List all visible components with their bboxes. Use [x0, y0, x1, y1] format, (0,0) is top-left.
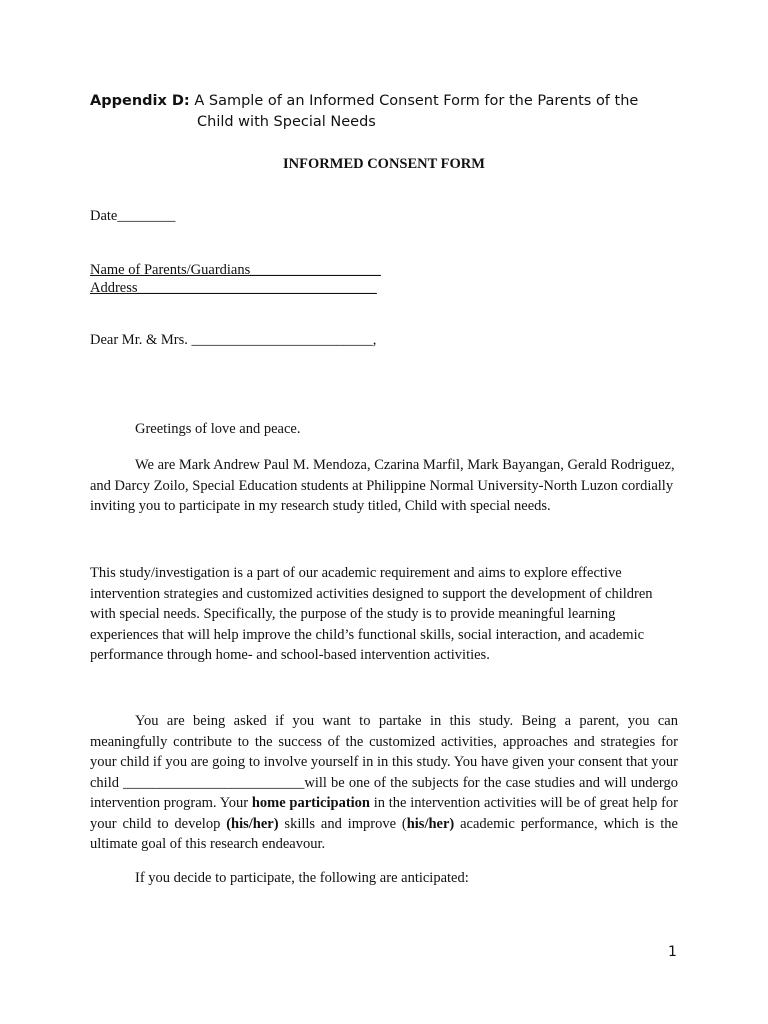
greeting-paragraph: Greetings of love and peace.	[135, 421, 301, 437]
salutation-line: Dear Mr. & Mrs. _________________________,	[90, 332, 377, 348]
consent-bold-home-participation: home participation	[251, 795, 370, 811]
consent-paragraph	[90, 711, 678, 855]
appendix-label: Appendix D:	[90, 93, 190, 109]
appendix-heading	[90, 91, 690, 133]
appendix-title-line1: A Sample of an Informed Consent Form for the Parents of the	[194, 93, 639, 109]
consent-text-3: skills and improve (	[278, 815, 407, 832]
form-title: INFORMED CONSENT FORM	[283, 156, 485, 172]
consent-text-4: academic performance, which is the ultimate goal of this research endeavour.	[90, 815, 678, 852]
parents-name-field: Name of Parents/Guardians__________________	[90, 262, 381, 278]
consent-bold-his-her-2: his/her)	[406, 815, 455, 832]
page-number: 1	[668, 944, 677, 960]
date-field: Date________	[90, 208, 176, 224]
purpose-paragraph: This study/investigation is a part of our academic requirement and aims to explore effective intervention strategies and customized activities designed to support the development of children with special needs. Specifically, the purpose of the study is to provide meaningful learning experiences that will help improve the child’s functional skills, social interaction, and academic performance through home- and school-based intervention activities.	[90, 565, 653, 663]
consent-text-2: in the intervention activities will be of great help for your child to develop	[90, 795, 679, 832]
consent-text-1: You are being asked if you want to partake in this study. Being a parent, you can meaningfully contribute to the success of the customized activities, approaches and strategies for your child if you are going to involve yourself in in this study. You have given your consent that your child _________________________will be one of the subjects for the case studies and will undergo intervention program. Your	[90, 713, 678, 811]
address-field: Address_________________________________	[90, 280, 377, 296]
appendix-title-line2: Child with Special Needs	[197, 114, 376, 130]
intro-paragraph: We are Mark Andrew Paul M. Mendoza, Czarina Marfil, Mark Bayangan, Gerald Rodriguez, and Darcy Zoilo, Special Education students at Philippine Normal University-North Luzon cordially inviting you to participate in my research study titled, Child with special needs.	[90, 457, 675, 514]
anticipated-paragraph: If you decide to participate, the following are anticipated:	[135, 870, 469, 886]
consent-bold-his-her-1: (his/her)	[226, 815, 279, 832]
